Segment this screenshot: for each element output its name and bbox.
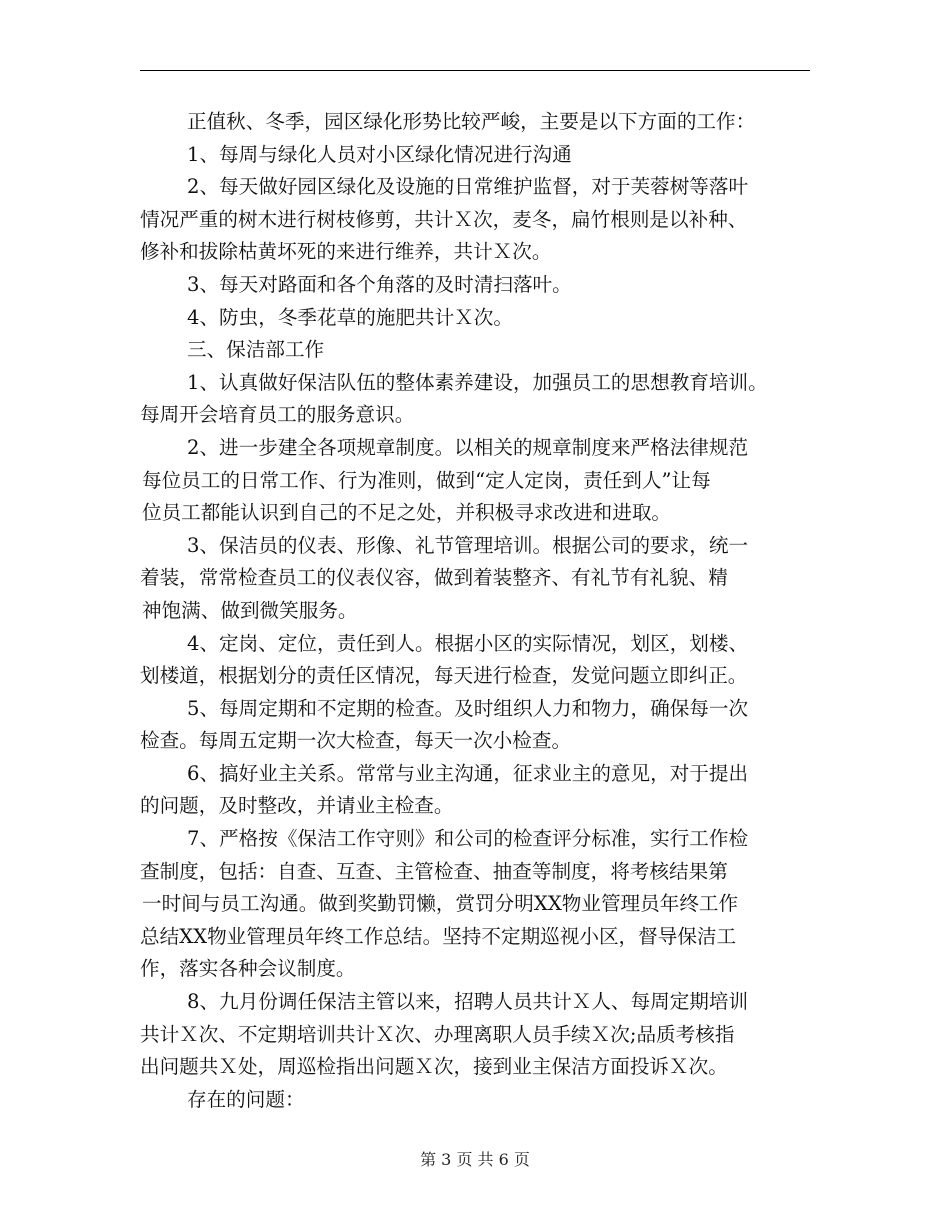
paragraph-line: 1、认真做好保洁队伍的整体素养建设，加强员工的思想教育培训。: [187, 370, 768, 394]
paragraph-line: 每周开会培育员工的服务意识。: [140, 403, 415, 427]
paragraph-line: 查制度，包括：自查、互查、主管检查、抽查等制度，将考核结果第: [140, 859, 728, 883]
paragraph-line: 神饱满、做到微笑服务。: [142, 598, 358, 622]
paragraph-line: 检查。每周五定期一次大检查，每天一次小检查。: [140, 729, 572, 753]
paragraph-line: 3、保洁员的仪表、形像、礼节管理培训。根据公司的要求，统一: [187, 533, 749, 557]
section-heading: 三、保洁部工作: [187, 338, 325, 362]
paragraph-line: 一时间与员工沟通。做到奖勤罚懒，赏罚分明XX物业管理员年终工作: [142, 892, 739, 916]
paragraph-line: 位员工都能认识到自己的不足之处，并积极寻求改进和进取。: [142, 501, 672, 525]
paragraph-line: 8、九月份调任保洁主管以来，招聘人员共计Ｘ人、每周定期培训: [187, 990, 749, 1014]
paragraph-line: 情况严重的树木进行树枝修剪，共计Ｘ次，麦冬，扁竹根则是以补种、: [140, 207, 748, 231]
paragraph-line: 划楼道，根据划分的责任区情况，每天进行检查，发觉问题立即纠正。: [140, 664, 748, 688]
paragraph-line: 总结XX物业管理员年终工作总结。坚持不定期巡视小区，督导保洁工: [140, 924, 737, 948]
paragraph-line: 2、每天做好园区绿化及设施的日常维护监督，对于芙蓉树等落叶: [187, 175, 749, 199]
paragraph-line: 修补和拔除枯黄坏死的来进行维养，共计Ｘ次。: [140, 240, 552, 264]
paragraph-line: 着装，常常检查员工的仪表仪容，做到着装整齐、有礼节有礼貌、精: [140, 566, 728, 590]
paragraph-line: 作，落实各种会议制度。: [140, 957, 356, 981]
paragraph-line: 出问题共Ｘ处，周巡检指出问题Ｘ次，接到业主保洁方面投诉Ｘ次。: [140, 1055, 728, 1079]
document-body: [140, 106, 816, 1116]
paragraph-line: 存在的问题：: [187, 1087, 305, 1111]
header-rule: [140, 70, 810, 71]
paragraph-line: 6、搞好业主关系。常常与业主沟通，征求业主的意见，对于提出: [187, 761, 749, 785]
paragraph-line: 5、每周定期和不定期的检查。及时组织人力和物力，确保每一次: [187, 696, 749, 720]
paragraph-line: 共计Ｘ次、不定期培训共计Ｘ次、办理离职人员手续Ｘ次;品质考核指: [140, 1022, 735, 1046]
paragraph-line: 3、每天对路面和各个角落的及时清扫落叶。: [187, 272, 572, 296]
paragraph-line: 1、每周与绿化人员对小区绿化情况进行沟通: [187, 142, 572, 166]
paragraph-line: 2、进一步建全各项规章制度。以相关的规章制度来严格法律规范: [187, 435, 749, 459]
page-number-footer: 第 3 页 共 6 页: [420, 1150, 530, 1169]
paragraph-line: 正值秋、冬季，园区绿化形势比较严峻，主要是以下方面的工作：: [187, 110, 756, 133]
paragraph-line: 的问题，及时整改，并请业主检查。: [140, 794, 454, 818]
paragraph-line: 每位员工的日常工作、行为准则，做到“定人定岗，责任到人”让每: [142, 468, 711, 492]
paragraph-line: 7、严格按《保洁工作守则》和公司的检查评分标准，实行工作检: [187, 827, 749, 851]
paragraph-line: 4、定岗、定位，责任到人。根据小区的实际情况，划区，划楼、: [187, 631, 749, 655]
paragraph-line: 4、防虫，冬季花草的施肥共计Ｘ次。: [187, 305, 513, 329]
